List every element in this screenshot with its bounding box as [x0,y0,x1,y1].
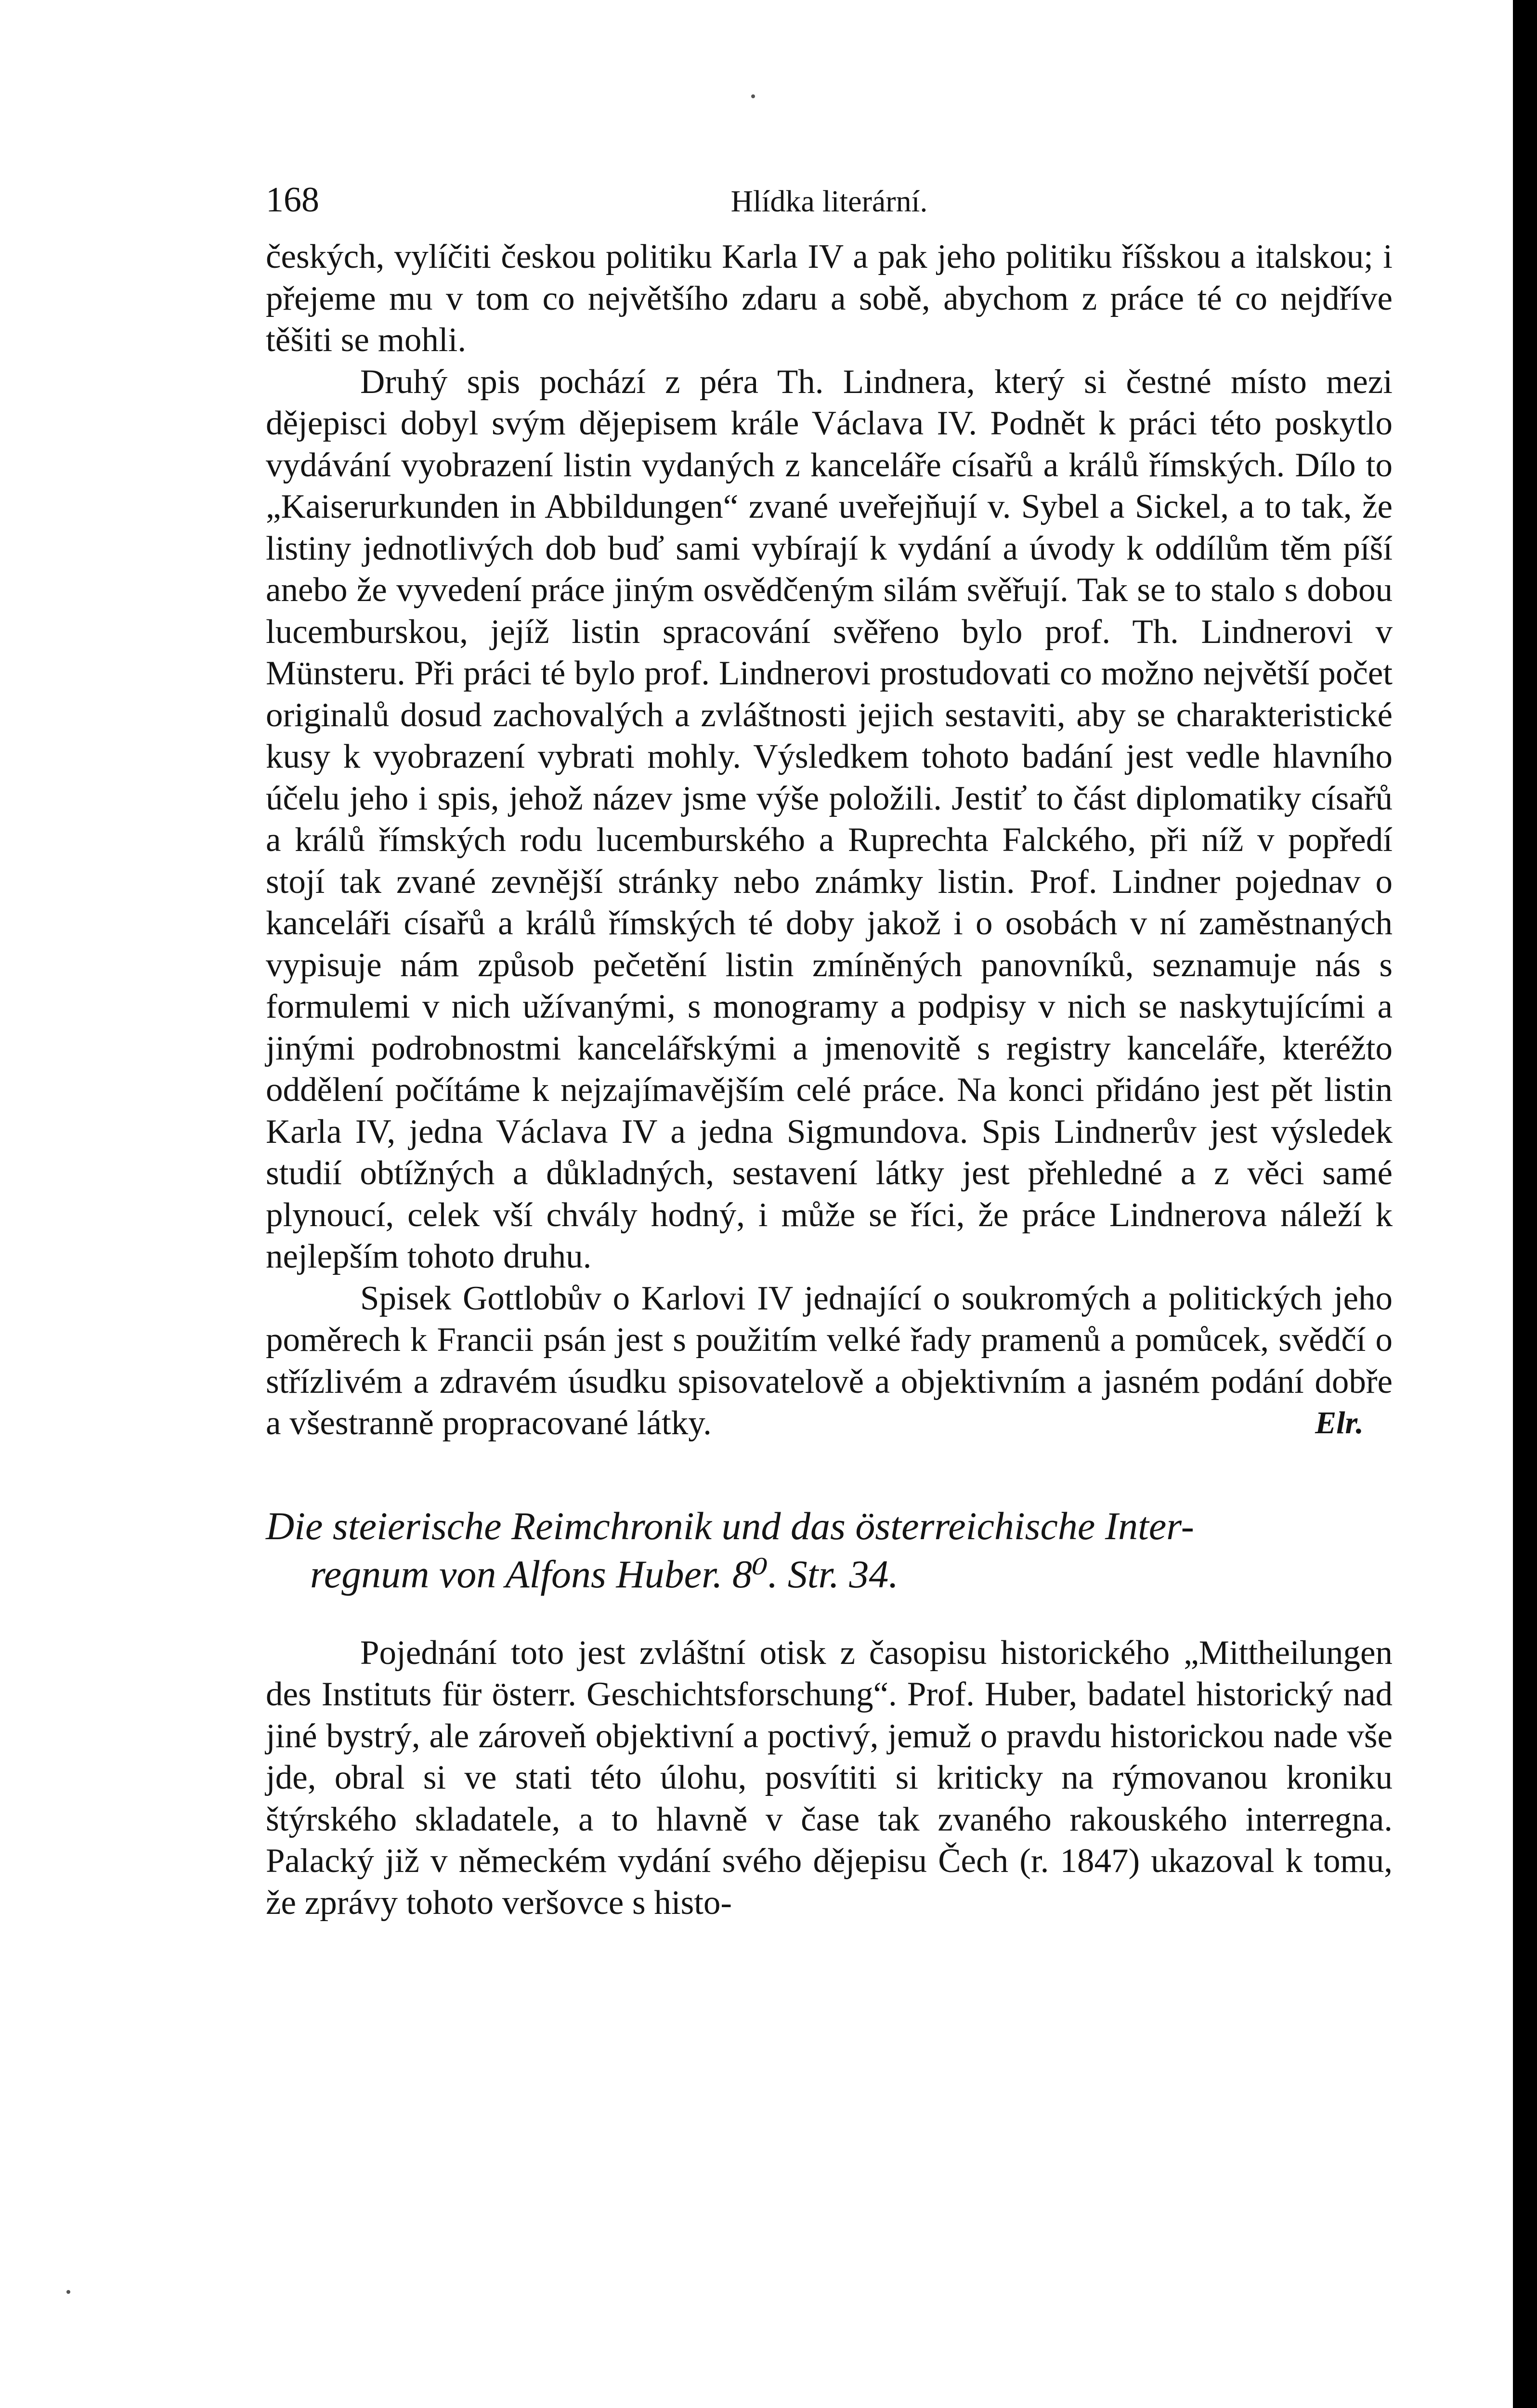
review-section [266,1502,1393,1924]
review-paragraph: Pojednání toto jest zvláštní otisk z časopisu historického „Mittheilungen des Instituts für österr. Geschichtsforschung“. Prof. Huber, badatel historický nad jiné bystrý, ale zároveň objektivní a poctivý, jemuž o pravdu historickou nade vše jde, obral si ve stati této úlohu, posvítiti si kriticky na rýmovanou kroniku štýrského skladatele, a to hlavně v čase tak zvaného rakouského interregna. Palacký již v německém vydání svého dějepisu Čech (r. 1847) ukazoval k tomu, že zprávy tohoto veršovce s histo- [266,1634,1393,1922]
page [266,173,1393,1924]
review-title-line1: Die steierische Reimchronik und das österreichische Inter- [266,1504,1194,1548]
first-section [266,236,1393,1444]
signature-paragraph [266,1278,1393,1444]
scan-speck [751,94,755,98]
review-title-line2: regnum von Alfons Huber. 8⁰. Str. 34. [310,1552,899,1596]
scan-speck [66,2290,70,2294]
review-title [266,1502,1393,1598]
paragraph-lindner: Druhý spis pochází z péra Th. Lindnera, který si čestné místo mezi dějepisci dobyl svým dějepisem krále Václava IV. Podnět k práci této poskytlo vydávání vyobrazení listin vydaných z kanceláře císařů a králů římských. Dílo to „Kaiserurkunden in Abbildungen“ zvané uveřejňují v. Sybel a Sickel, a to tak, že listiny jednotlivých dob buď sami vybírají k vydání a úvody k oddílům těm píší anebo že vyvedení práce jiným osvědčeným silám svěřují. Tak se to stalo s dobou lucemburskou, jejíž listin spracování svěřeno bylo prof. Th. Lindnerovi v Münsteru. Při práci té bylo prof. Lindnerovi prostudovati co možno největší počet originalů dosud zachovalých a zvláštnosti jejich sestaviti, aby se charakteristické kusy k vyobrazení vybrati mohly. Výsledkem tohoto badání jest vedle hlavního účelu jeho i spis, jehož název jsme výše položili. Jestiť to část diplomatiky císařů a králů římských rodu lucemburského a Ruprechta Falckého, při níž v popředí stojí tak zvané zevnější stránky nebo známky listin. Prof. Lindner pojednav o kanceláři císařů a králů římských té doby jakož i o osobách v ní zaměstnaných vypisuje nám způsob pečetění listin zmíněných panovníků, seznamuje nás s formulemi v nich užívanými, s monogramy a podpisy v nich se naskytujícími a jinými podrobnostmi kancelářskými a jmenovitě s registry kanceláře, kteréžto oddělení počítáme k nejzajímavějším celé práce. Na konci přidáno jest pět listin Karla IV, jedna Václava IV a jedna Sigmundova. Spis Lindnerův jest výsledek studií obtížných a důkladných, sestavení látky jest přehledné a z věci samé plynoucí, celek vší chvály hodný, i může se říci, že práce Lindnerova náleží k nejlepším tohoto druhu. [266,363,1393,1275]
signature: Elr. [1315,1405,1364,1440]
page-number: 168 [266,180,319,220]
page-header [266,173,1393,236]
paragraph-continuation: českých, vylíčiti českou politiku Karla IV a pak jeho politiku říšskou a italskou; i přejeme mu v tom co největšího zdaru a sobě, abychom z práce té co nejdříve těšiti se mohli. [266,238,1393,359]
scan-edge-bar [1513,0,1537,2408]
running-title: Hlídka literární. [730,184,928,218]
paragraph-gottlob: Spisek Gottlobův o Karlovi IV jednající o soukromých a politických jeho poměrech k Francii psán jest s použitím velké řady pramenů a pomůcek, svědčí o střízlivém a zdravém úsudku spisovatelově a objektivním a jasném podání dobře a všestranně propracované látky. [266,1279,1393,1442]
